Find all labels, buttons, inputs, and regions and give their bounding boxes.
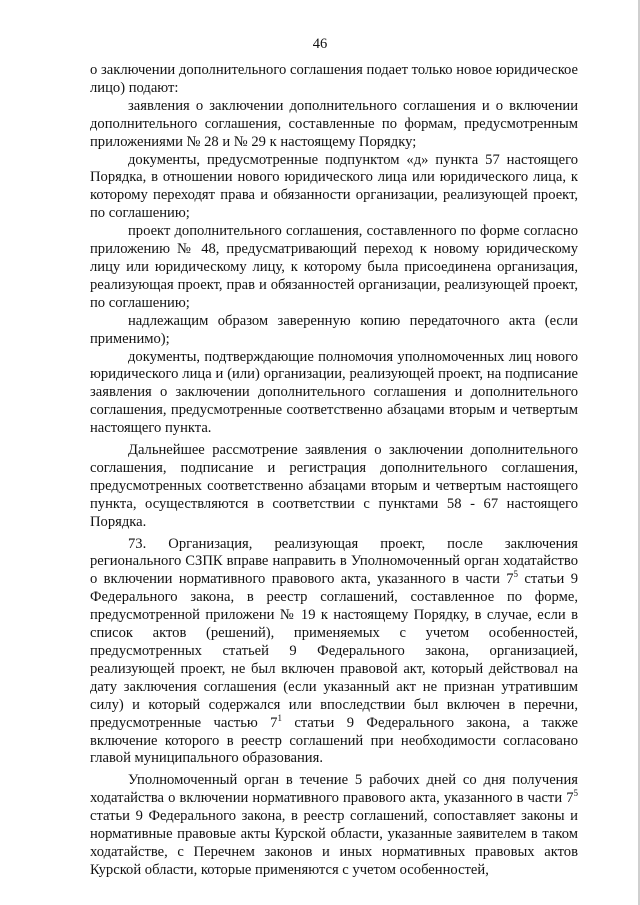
paragraph-text: документы, подтверждающие полномочия уполномоченных лиц нового юридического лица и (или) организации, реализующей проект, на подписание заявления о заключении дополнительного соглашения и дополнительного соглашения, предусмотренные соответственно абзацами вторым и четвертым настоящего пункта.: [90, 348, 578, 437]
superscript: 5: [573, 788, 578, 799]
paragraph-text: статьи 9 Федерального закона, в реестр соглашений, составленное по форме, предусмотренной приложени № 19 к настоящему Порядку, в случае, если в список актов (решений), применяемых с учетом особенностей, предусмотренных статьей 9 Федерального закона, организацией, реализующей проект, не был включен правовой акт, который действовал на дату заключения соглашения (если указанный акт не признан утратившим силу) и который содержался или впоследствии был включен в перечни, предусмотренные частью 7: [90, 571, 578, 731]
paragraph-text: заявления о заключении дополнительного соглашения и о включении дополнительного соглашения, составленные по формам, предусмотренным приложениями № 28 и № 29 к настоящему Порядку;: [90, 97, 578, 150]
paragraph-transfer-act: [90, 313, 578, 349]
superscript: 1: [277, 712, 282, 723]
paragraph-authorized-body: [90, 772, 578, 879]
paragraph-text: статьи 9 Федерального закона, в реестр соглашений, сопоставляет законы и нормативные правовые акты Курской области, указанные заявителем в таком ходатайстве, с Перечнем законов и иных нормативных правовых актов Курской области, которые применяются с учетом особенностей,: [90, 808, 578, 878]
paragraph-clause-73: [90, 536, 578, 769]
paragraph-further-review: [90, 442, 578, 532]
paragraph-text: о заключении дополнительного соглашения подает только новое юридическое лицо) подают:: [90, 62, 578, 96]
paragraph-text: Дальнейшее рассмотрение заявления о заключении дополнительного соглашения, подписание и регистрация дополнительного соглашения, предусмотренных соответственно абзацами вторым и четвертым настоящего пункта, осуществляются в соответствии с пунктами 58 - 67 настоящего Порядка.: [90, 442, 578, 530]
paragraph-text: Уполномоченный орган в течение 5 рабочих дней со дня получения ходатайства о включении нормативного правового акта, указанного в части 7: [90, 772, 578, 807]
paragraph-authority-docs: [90, 349, 578, 439]
paragraph-draft-agreement: [90, 223, 578, 313]
paragraph-text: статьи 9 Федерального закона, а также включение которого в реестр соглашений при необходимости согласовано главой муниципального образования.: [90, 714, 578, 767]
page-number: 46: [312, 36, 328, 52]
document-body: [90, 62, 578, 880]
paragraph-text: проект дополнительного соглашения, составленного по форме согласно приложению № 48, предусматривающий переход к новому юридическому лицу или юридическому лицу, к которому была присоединена организация, реализующая проект, прав и обязанностей организации, реализующей проект, по соглашению;: [90, 223, 578, 311]
paragraph-text: документы, предусмотренные подпунктом «д» пункта 57 настоящего Порядка, в отношении нового юридического лица или юридического лица, к которому переходят права и обязанности организации, реализующей проект, по соглашению;: [90, 151, 578, 222]
paragraph-text: надлежащим образом заверенную копию передаточного акта (если применимо);: [90, 312, 578, 347]
paragraph-applications: [90, 98, 578, 152]
superscript: 5: [513, 569, 519, 580]
paragraph-intro: [90, 62, 578, 98]
paragraph-text: 73. Организация, реализующая проект, после заключения регионального СЗПК вправе направить в Уполномоченный орган ходатайство о включении нормативного правового акта, указанного в части 7: [90, 535, 578, 588]
paragraph-documents: [90, 152, 578, 224]
